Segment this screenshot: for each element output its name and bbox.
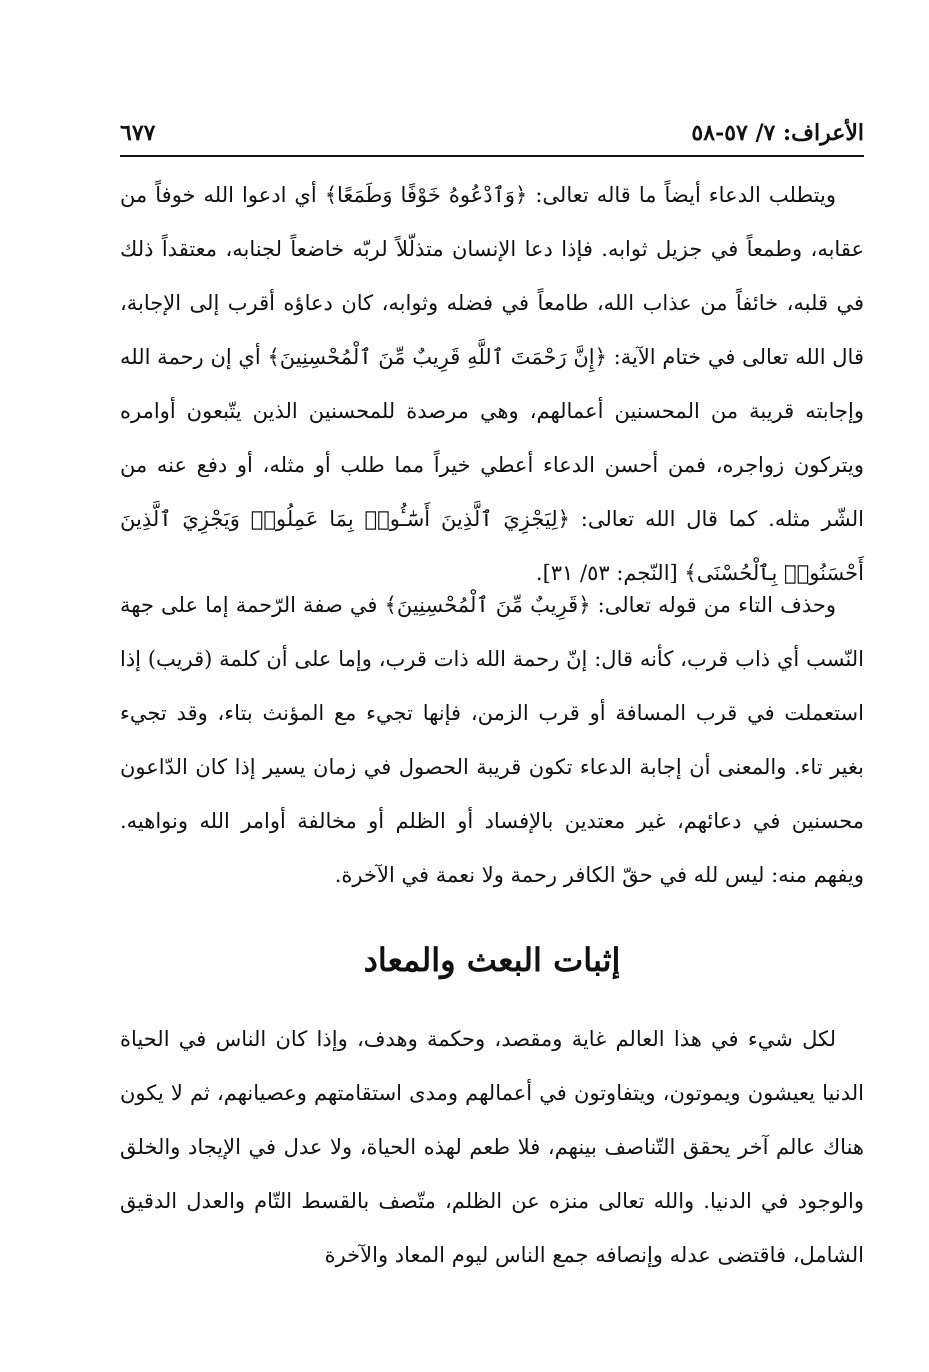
running-header <box>120 112 864 152</box>
paragraph-text: وحذف التاء من قوله تعالى: ﴿قَرِيبٌ مِّنَ ٱلْمُحْسِنِينَ﴾ في صفة الرّحمة إما على جهة النّسب أي ذاب قرب، كأنه قال: إنّ رحمة الله ذات قرب، وإما على أن كلمة (قريب) إذا استعملت في قرب المسافة أو قرب الزمن، فإنها تجيء مع المؤنث بتاء، وقد تجيء بغير تاء. والمعنى أن إجابة الدعاء تكون قريبة الحصول في زمان يسير إذا كان الدّاعون محسنين في دعائهم، غير معتدين بالإفساد أو الظلم أو مخالفة أوامر الله ونواهيه. ويفهم منه: ليس لله في حقّ الكافر رحمة ولا نعمة في الآخرة. <box>120 593 864 887</box>
page-number: ٦٧٧ <box>120 120 156 146</box>
paragraph-text: لكل شيء في هذا العالم غاية ومقصد، وحكمة وهدف، وإذا كان الناس في الحياة الدنيا يعيشون ويموتون، ويتفاوتون في أعمالهم ومدى استقامتهم وعصيانهم، ثم لا يكون هناك عالم آخر يحقق التّناصف بينهم، فلا طعم لهذه الحياة، ولا عدل في الإيجاد والخلق والوجود في الدنيا. والله تعالى منزه عن الظلم، متّصف بالقسط التّام والعدل الدقيق الشامل، فاقتضى عدله وإنصافه جمع الناس ليوم المعاد والآخرة <box>120 1027 864 1267</box>
paragraph-grammar-note <box>120 578 864 902</box>
section-heading: إثبات البعث والمعاد <box>363 941 621 979</box>
surah-reference: الأعراف: ٧/ ٥٧-٥٨ <box>691 120 864 146</box>
paragraph-text: ويتطلب الدعاء أيضاً ما قاله تعالى: ﴿وَٱدْعُوهُ خَوْفًا وَطَمَعًا﴾ أي ادعوا الله خوفاً من عقابه، وطمعاً في جزيل ثوابه. فإذا دعا الإنسان متذلّلاً لربّه خاضعاً لجنابه، معتقداً ذلك في قلبه، خائفاً من عذاب الله، طامعاً في فضله وثوابه، كان دعاؤه أقرب إلى الإجابة، قال الله تعالى في ختام الآية: ﴿إِنَّ رَحْمَتَ ٱللَّهِ قَرِيبٌ مِّنَ ٱلْمُحْسِنِينَ﴾ أي إن رحمة الله وإجابته قريبة من المحسنين أعمالهم، وهي مرصدة للمحسنين الذين يتّبعون أوامره ويتركون زواجره، فمن أحسن الدعاء أعطي خيراً مما طلب أو مثله، أو دفع عنه من الشّر مثله. كما قال الله تعالى: ﴿لِيَجْزِيَ ٱلَّذِينَ أَسَٰٓـُٔوا۟ بِمَا عَمِلُوا۟ وَيَجْزِيَ ٱلَّذِينَ أَحْسَنُوا۟ بِٱلْحُسْنَى﴾ [النّجم: ٥٣/ ٣١]. <box>120 183 864 585</box>
paragraph-supplication <box>120 168 864 600</box>
header-divider <box>120 155 864 157</box>
paragraph-resurrection <box>120 1012 864 1282</box>
